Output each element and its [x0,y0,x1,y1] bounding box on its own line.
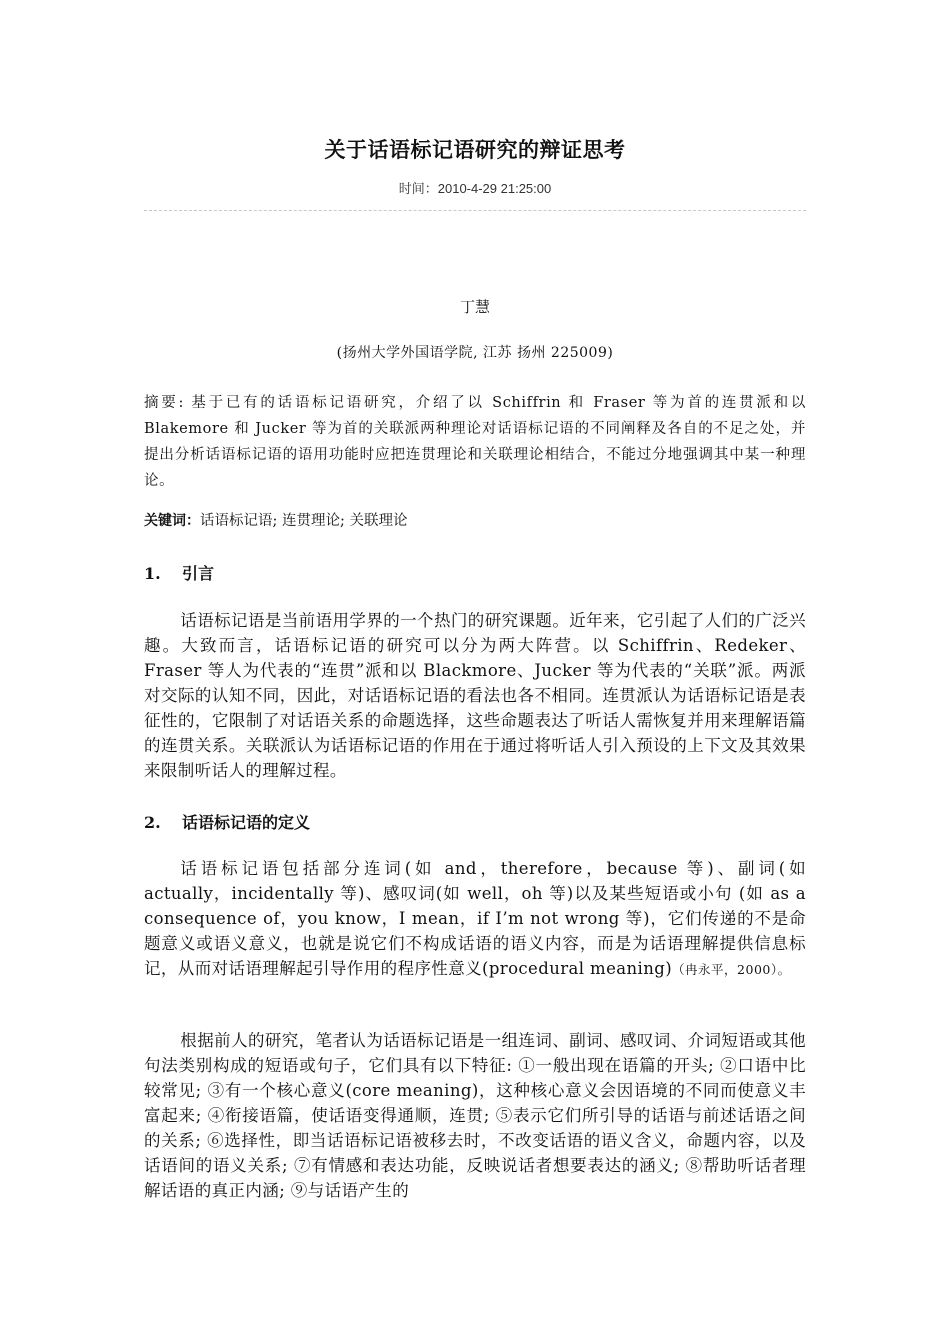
section-title: 引言 [182,564,215,583]
paragraph-features: 根据前人的研究，笔者认为话语标记语是一组连词、副词、感叹词、介词短语或其他句法类别构成的短语或句子，它们具有以下特征: ①一般出现在语篇的开头; ②口语中比较常见; ③有一个核心意义(core meaning)，这种核心意义会因语境的不同而使意义丰富起来; ④衔接语篇，使话语变得通顺，连贯; ⑤表示它们所引导的话语与前述话语之间的关系; ⑥选择性，即当话语标记语被移去时，不改变话语的语义含义，命题内容，以及话语间的语义关系; ⑦有情感和表达功能，反映说话者想要表达的涵义; ⑧帮助听话者理解话语的真正内涵; ⑨与话语产生的 [144,1031,806,1200]
section-number: 1. [144,564,161,583]
keywords-list: 话语标记语; 连贯理论; 关联理论 [200,513,408,529]
section-heading-intro [144,561,806,584]
paragraph-definition [144,856,806,982]
author-name: 丁慧 [459,298,490,316]
publish-time: 时间：2010-4-29 21:25:00 [398,181,552,196]
paragraph-intro: 话语标记语是当前语用学界的一个热门的研究课题。近年来，它引起了人们的广泛兴趣。大致而言，话语标记语的研究可以分为两大阵营。以 Schiffrin、Redeker、Fraser 等人为代表的“连贯”派和以 Blackmore、Jucker 等为代表的“关联”派。两派对交际的认知不同，因此，对话语标记语的看法也各不相同。连贯派认为话语标记语是表征性的，它限制了对话语关系的命题选择，这些命题表达了听话人需恢复并用来理解语篇的连贯关系。关联派认为话语标记语的作用在于通过将听话人引入预设的上下文及其效果来限制听话人的理解过程。 [144,611,806,780]
keywords-line [144,509,806,533]
paragraph-definition-text: 话语标记语包括部分连词(如 and，therefore，because 等)、副词(如 actually，incidentally 等)、感叹词(如 well，oh 等)以及某些短语或小句 (如 as a consequence of，you know，I mean，if I’m not wrong 等)，它们传递的不是命题意义或语义意义，也就是说它们不构成话语的语义内容，而是为话语理解提供信息标记，从而对话语理解起引导作用的程序性意义(procedural meaning) [144,859,806,978]
abstract-text: 摘要: 基于已有的话语标记语研究，介绍了以 Schiffrin 和 Fraser 等为首的连贯派和以 Blakemore 和 Jucker 等为首的关联派两种理论对话语标记语的不同阐释及各自的不足之处，并提出分析话语标记语的语用功能时应把连贯理论和关联理论相结合，不能过分地强调其中某一种理论。 [144,395,806,489]
section-number: 2. [144,813,161,832]
section-heading-definition [144,810,806,833]
author-affiliation: (扬州大学外国语学院, 江苏 扬州 225009) [336,345,614,361]
dashed-divider [144,210,806,211]
section-title: 话语标记语的定义 [182,813,311,832]
citation: （冉永平，2000）。 [672,962,791,977]
keywords-label: 关键词： [144,513,200,529]
page-title: 关于话语标记语研究的辩证思考 [324,138,626,162]
